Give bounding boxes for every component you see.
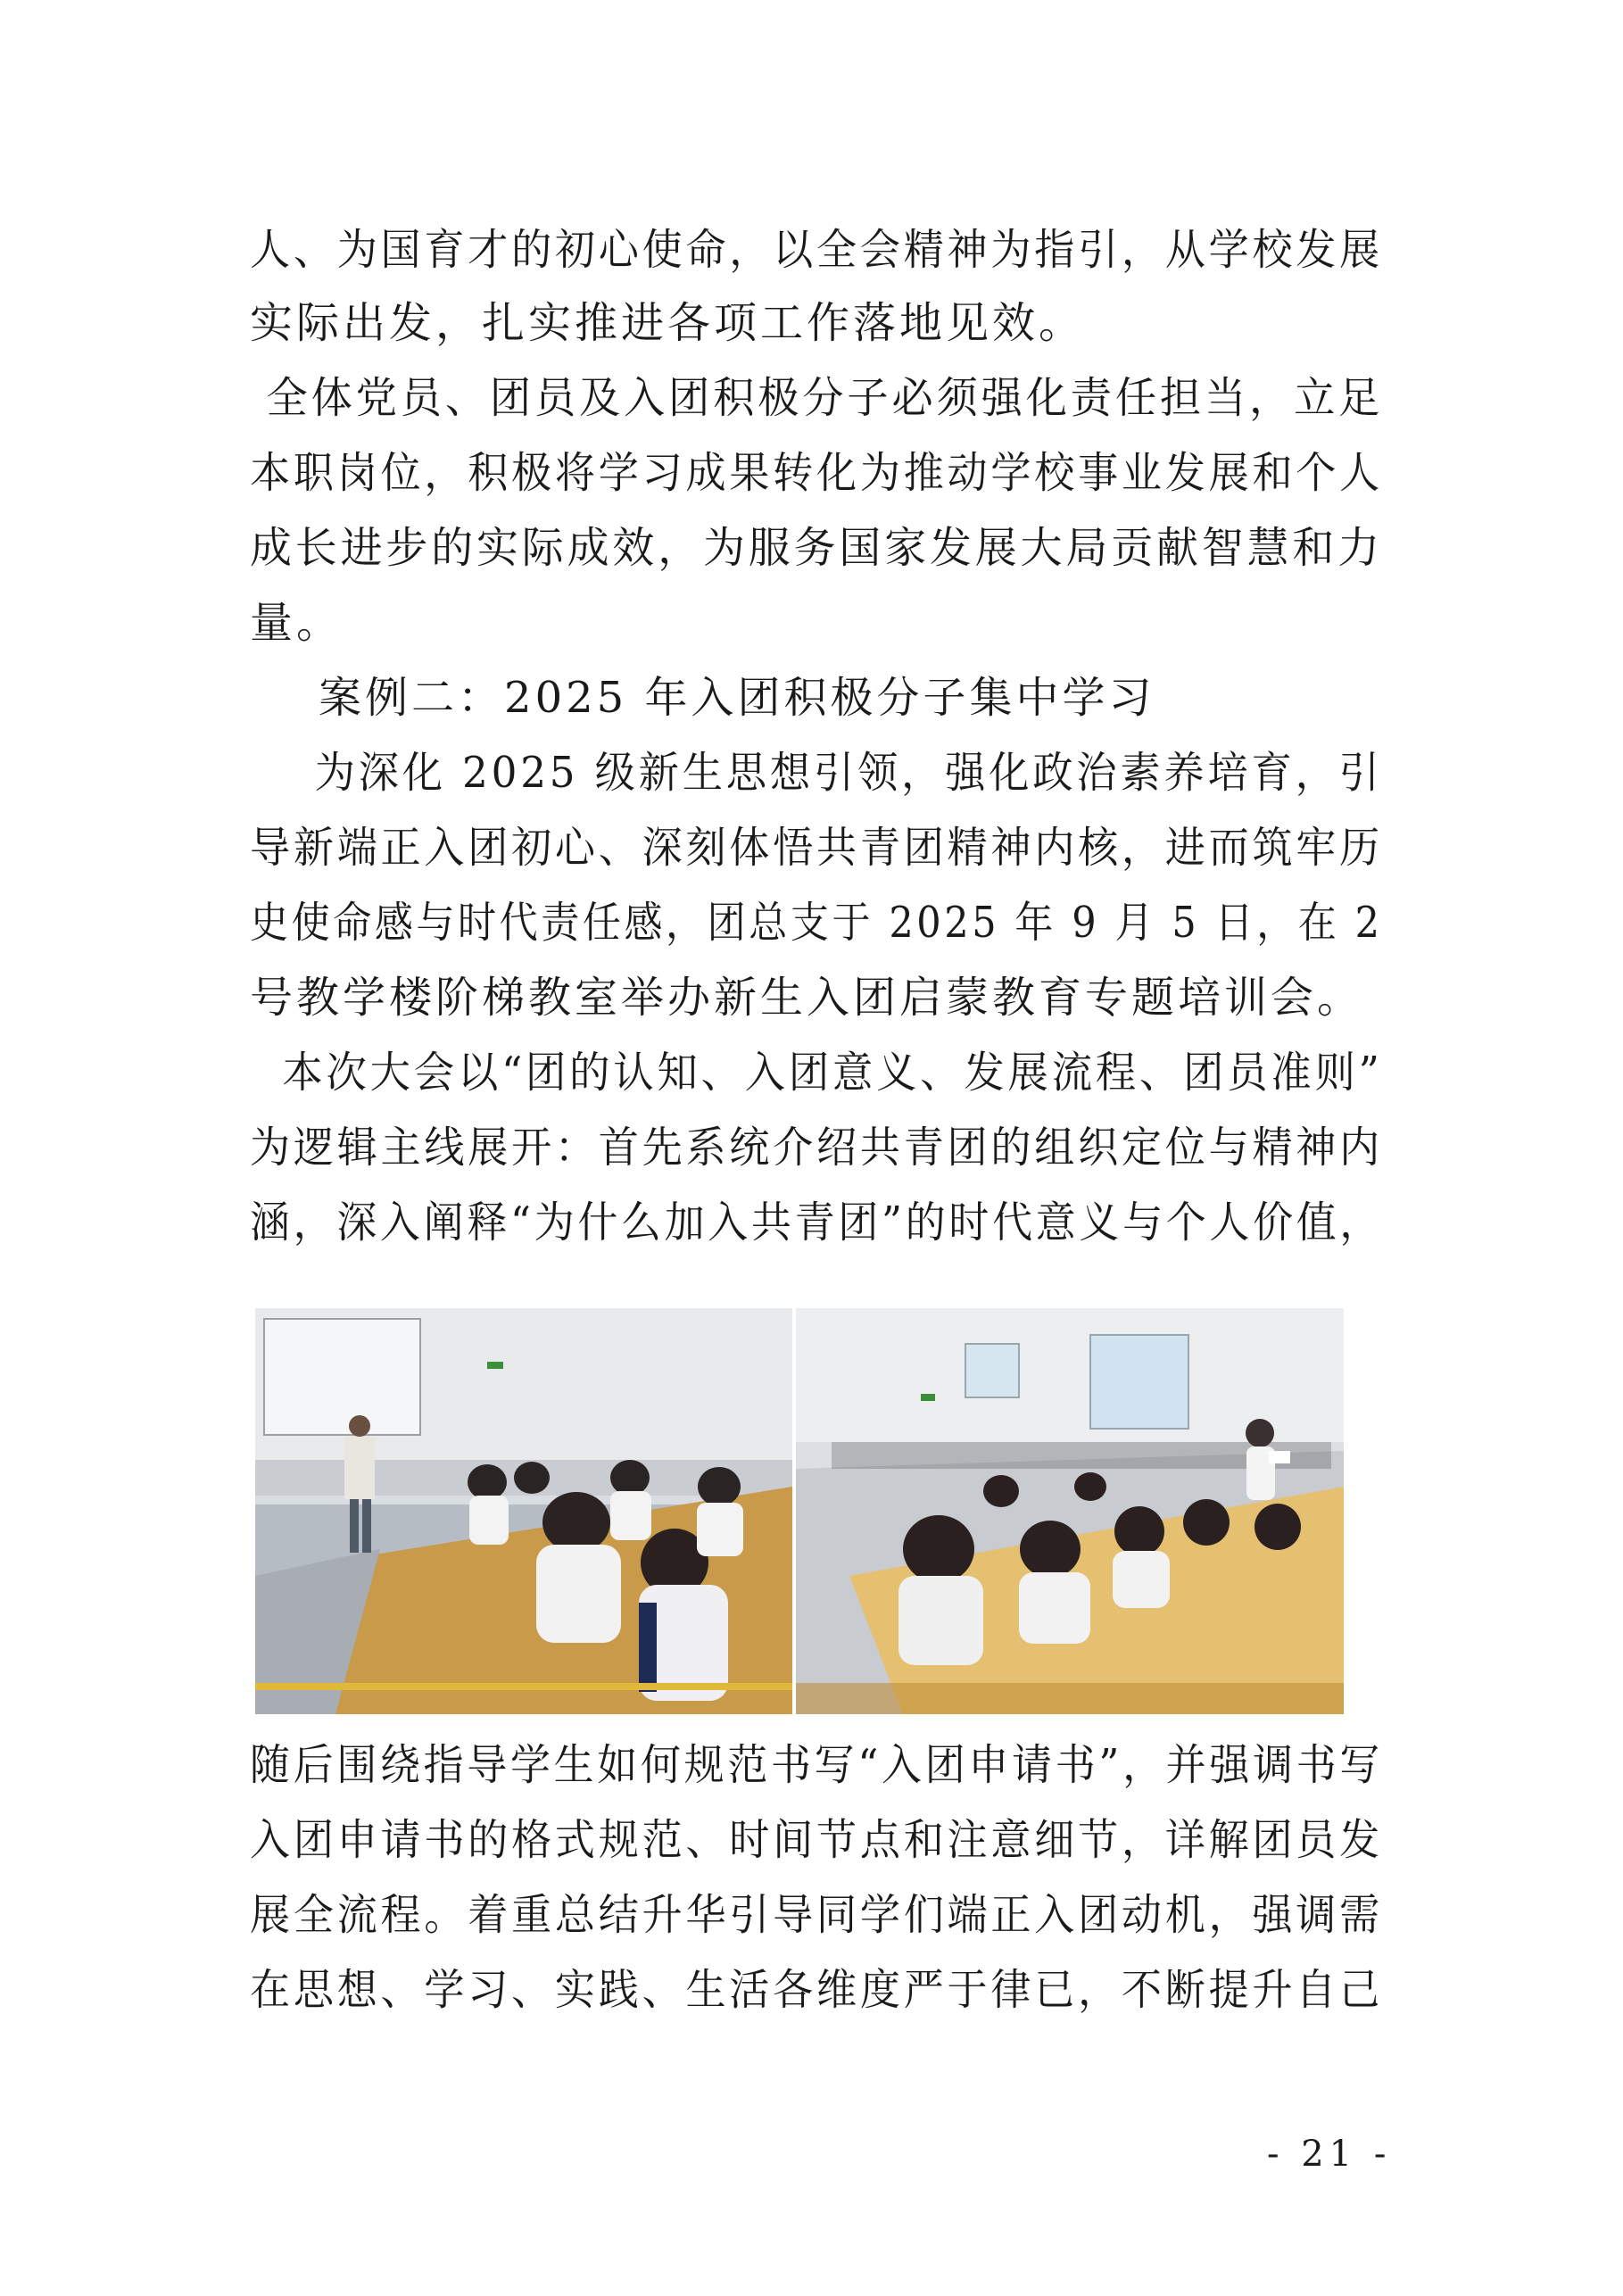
body-line: 导新端正入团初心、深刻体悟共青团精神内核，进而筑牢历	[250, 823, 1384, 873]
case-heading: 案例二：2025 年入团积极分子集中学习	[250, 673, 1155, 723]
body-line: 成长进步的实际成效，为服务国家发展大局贡献智慧和力	[250, 523, 1384, 573]
lecture-hall-photo-right	[796, 1308, 1344, 1714]
body-line: 为深化 2025 级新生思想引领，强化政治素养培育，引	[250, 748, 1383, 798]
body-line: 为逻辑主线展开：首先系统介绍共青团的组织定位与精神内	[250, 1123, 1384, 1173]
page-number: - 21 -	[1267, 2134, 1392, 2175]
body-line: 在思想、学习、实践、生活各维度严于律已，不断提升自己	[250, 1965, 1384, 2015]
body-line: 人、为国育才的初心使命，以全会精神为指引，从学校发展	[250, 225, 1384, 275]
body-line: 史使命感与时代责任感，团总支于 2025 年 9 月 5 日，在 2	[250, 898, 1383, 948]
lecture-hall-photo-left	[255, 1308, 792, 1714]
body-line: 本职岗位，积极将学习成果转化为推动学校事业发展和个人	[250, 448, 1384, 498]
body-line: 号教学楼阶梯教室举办新生入团启蒙教育专题培训会。	[250, 973, 1364, 1023]
body-line: 量。	[250, 598, 344, 648]
body-line: 展全流程。着重总结升华引导同学们端正入团动机，强调需	[250, 1890, 1384, 1940]
body-line: 随后围绕指导学生如何规范书写“入团申请书”，并强调书写	[250, 1740, 1384, 1790]
body-line: 本次大会以“团的认知、入团意义、发展流程、团员准则”	[250, 1048, 1383, 1098]
body-line: 入团申请书的格式规范、时间节点和注意细节，详解团员发	[250, 1815, 1384, 1865]
body-line: 实际出发，扎实推进各项工作落地见效。	[250, 298, 1086, 348]
body-line: 涵，深入阐释“为什么加入共青团”的时代意义与个人价值，	[250, 1198, 1384, 1247]
body-line: 全体党员、团员及入团积极分子必须强化责任担当，立足	[250, 373, 1384, 423]
photo-strip	[255, 1308, 1344, 1714]
